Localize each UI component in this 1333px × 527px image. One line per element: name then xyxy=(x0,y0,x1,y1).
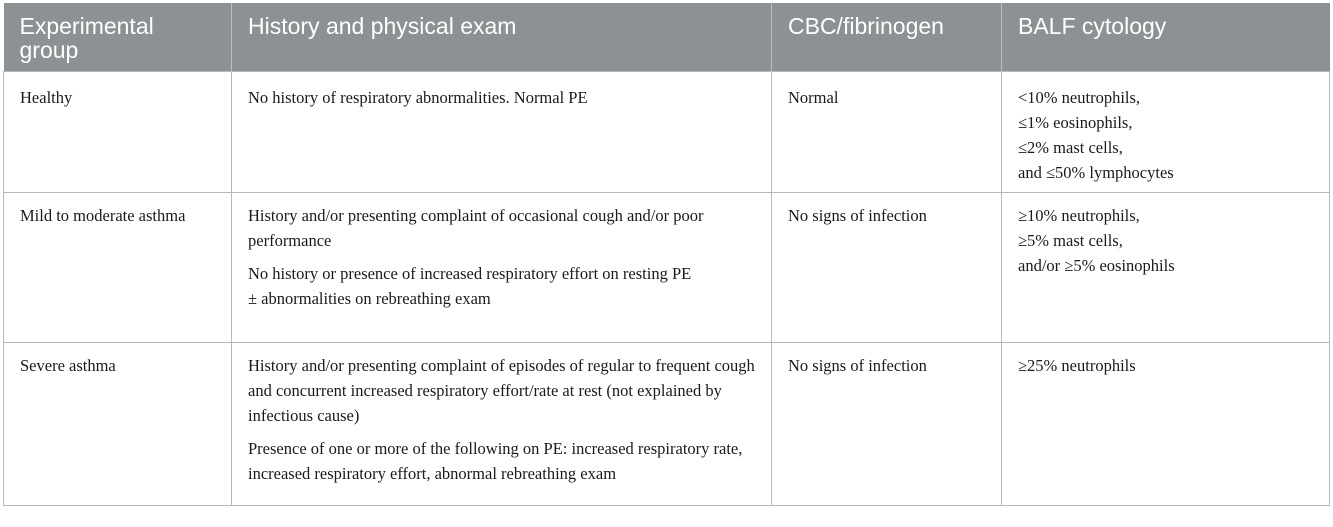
history-paragraph: No history or presence of increased respiratory effort on resting PE xyxy=(248,264,692,283)
history-cell xyxy=(232,343,772,506)
header-balf-cytology: BALF cytology xyxy=(1002,3,1330,72)
history-paragraph: No history of respiratory abnormalities. Normal PE xyxy=(248,88,588,107)
cbc-cell: No signs of infection xyxy=(772,193,1002,343)
balf-line: <10% neutrophils, xyxy=(1018,88,1141,107)
balf-line: ≤1% eosinophils, xyxy=(1018,113,1133,132)
group-cell: Severe asthma xyxy=(4,343,232,506)
table-row xyxy=(4,193,1330,343)
history-paragraph: History and/or presenting complaint of episodes of regular to frequent cough and concurrent increased respiratory effort/rate at rest (not explained by infectious cause) xyxy=(248,356,755,425)
header-cbc-fibrinogen: CBC/fibrinogen xyxy=(772,3,1002,72)
balf-cell xyxy=(1002,72,1330,193)
balf-cell xyxy=(1002,193,1330,343)
criteria-table-container xyxy=(3,3,1329,506)
header-row xyxy=(4,3,1330,72)
balf-line: and/or ≥5% eosinophils xyxy=(1018,256,1175,275)
history-paragraph: ± abnormalities on rebreathing exam xyxy=(248,289,491,308)
balf-line: ≥10% neutrophils, xyxy=(1018,206,1140,225)
history-cell xyxy=(232,72,772,193)
header-experimental-group: Experimental group xyxy=(4,3,232,72)
group-cell: Mild to moderate asthma xyxy=(4,193,232,343)
balf-cell xyxy=(1002,343,1330,506)
balf-line: and ≤50% lymphocytes xyxy=(1018,163,1174,182)
header-history-physical-exam: History and physical exam xyxy=(232,3,772,72)
history-paragraph: History and/or presenting complaint of occasional cough and/or poor performance xyxy=(248,206,704,250)
cbc-cell: Normal xyxy=(772,72,1002,193)
balf-line: ≥5% mast cells, xyxy=(1018,231,1123,250)
balf-line: ≥25% neutrophils xyxy=(1018,356,1136,375)
table-row xyxy=(4,72,1330,193)
balf-line: ≤2% mast cells, xyxy=(1018,138,1123,157)
cbc-cell: No signs of infection xyxy=(772,343,1002,506)
group-cell: Healthy xyxy=(4,72,232,193)
table-row xyxy=(4,343,1330,506)
history-paragraph: Presence of one or more of the following on PE: increased respiratory rate, increased respiratory effort, abnormal rebreathing exam xyxy=(248,439,743,483)
history-cell xyxy=(232,193,772,343)
criteria-table xyxy=(3,3,1330,506)
